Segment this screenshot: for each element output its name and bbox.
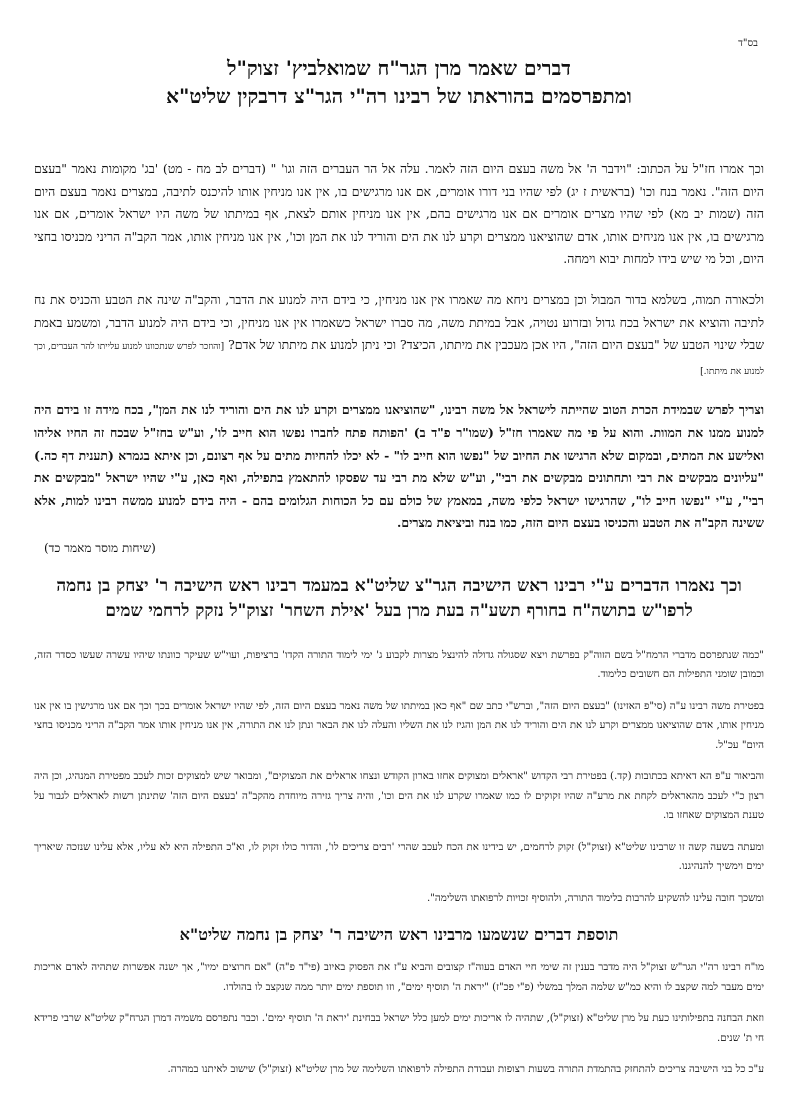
section-2-paragraph-5: ומשכך חובה עלינו להשקיע להרבות בלימוד התורה, ולהוסיף זכויות לרפואתו השלימה". [427, 892, 764, 904]
section-2-paragraph-1: "כמה שנתפרסם מדברי הרמח"ל בשם הזוה"ק בפרשת ויצא שסגולה גדולה להינצל מצרות לקבוע ג' ימי לימוד התורה הקדו' ברציפות, ועוי"ש שעיקר כוונתו שיהיו עשרה שעשו כסדר הזה, וכמובן שומני התפילות הם חשובים כלימוד. [34, 649, 764, 681]
section-2-title: וכך נאמרו הדברים ע"י רבינו ראש הישיבה הגר"צ שליט"א במעמד רבינו ראש הישיבה ר' יצחק בן נחמה לרפו"ש בתושה"ח בחורף תשע"ה בעת מרן בעל 'אילת השחר' זצוק"ל נזקק לרחמי שמים [56, 575, 742, 621]
section-3-title: תוספת דברים שנשמעו מרבינו ראש הישיבה ר' יצחק בן נחמה שליט"א [179, 925, 619, 945]
paragraph-1: וכך אמרו חז"ל על הכתוב: "וידבר ה' אל משה בעצם היום הזה לאמר. עלה אל הר העברים הזה וגו' " (דברים לב מח - מט) 'בג' מקומות נאמר "בעצם היום הזה". נאמר בנח וכו' (בראשית ז יג) לפי שהיו בני דורו אומרים, אם אנו מרגישים בו, אין אנו מניחין אותו להיכנס לתיבה, במצרים נאמר בעצם היום הזה (שמות יב מא) לפי שהיו מצרים אומרים אם אנו מרגישים בהם, אין אנו מניחין אותם לצאת, אף במיתתו של משה היו ישראל אומרים, אם אנו מרגישים בו, אין אנו מניחים אותו, אדם שהוציאנו ממצרים וקרע לנו את הים והוריד לנו את המן וכו', אין אנו מניחין אותו, אמר הקב"ה הריני מכניסו בחצי היום, וכל מי שיש בידו למחות יבוא וימחה. [34, 161, 764, 267]
page-title [34, 54, 764, 110]
section-3-paragraph-1: מו"ח רבינו רה"י הגר"ש זצוק"ל היה מדבר בענין זה שימי חיי האדם בעוה"ז קצובים והביא ע"ז את הפסוק באיוב (פי"ד פ"ה) "אם חרוצים ימיו", אך ישנה אפשרות שתהיה לאדם אריכות ימים מעבר למה שקצב לו והיא כמ"ש שלמה המלך במשלי (פ"י פכ"ז) "יראת ה' תוסיף ימים", וזו תוספת ימים יותר ממה שנקצב לו בהולדו. [34, 962, 764, 993]
section-2-paragraph-2: בפטירת משה רבינו ע"ה (סי"פ האזינו) "בעצם היום הזה", וברש"י כתב שם "אף כאן במיתתו של משה נאמר בעצם היום הזה, לפי שהיו ישראל אומרים בכך וכך אם אנו מרגישין בו אין אנו מניחין אותו, אדם שהוציאנו ממצרים וקרע לנו את הים והוריד לנו את המן והגיז לנו את השליו והעלה לנו את הבאר ונתן לנו את התורה, אין אנו מניחין אותו אמר הקב"ה הריני מכניסו בחצי היום" עכ"ל. [34, 700, 764, 751]
section-3-paragraph-3: ע"כ כל בני הישיבה צריכים להתחזק בהתמדת התורה בשעות רצופות ועבודת התפילה לרפואתו השלימה של מרן שליט"א (זצוק"ל) שישוב לאיתנו במהרה. [167, 1064, 764, 1076]
bsd-mark: בס"ד [738, 38, 758, 49]
section-3-paragraph-2: וזאת הבחנה בתפילותינו כעת על מרן שליט"א (זצוק"ל), שתהיה לו אריכות ימים למען כלל ישראל בבחינת 'יראת ה' תוסיף ימים'. וכבר נתפרסם משמיה דמרן הגרח"ק שליט"א שרבי פרידא חי ת' שנים. [34, 1013, 764, 1044]
paragraph-2-text: ולכאורה תמוה, בשלמא בדור המבול וכן במצרים ניחא מה שאמרו אין אנו מניחין, כי בידם היה למנוע את הדבר, והקב"ה שינה את הטבע והכניס את נח לתיבה והוציא את ישראל בכח גדול ובזרוע נטויה, אבל במיתת משה, מה סברו ישראל כשאמרו אין אנו מניחין, וכי בידם היה למנוע הדבר, ומשמע באמת שבלי שינוי הטבע של "בעצם היום הזה", היו אכן מעכבין את מיתתו, הכיצד? וכי ניתן למנוע את מיתתו של אדם? [34, 291, 764, 353]
title-line-2: ומתפרסמים בהוראתו של רבינו רה"י הגר"צ דרבקין שליט"א [166, 84, 632, 108]
paragraph-3: וצריך לפרש שבמידת הכרת הטוב שהייתה לישראל אל משה רבינו, "שהוציאנו ממצרים וקרע לנו את הים והוריד לנו את המן", בכח מידה זו בידם היה למנוע ממנו את המוות. והוא על פי מה שאמרו חז"ל (שמו"ר פ"ד ב) 'הפותח פתח לחברו נפשו הוא חייב לו', וע"ש בחז"ל שבכח זה החיו אליהו ואלישע את המתים, ובמקום שלא הרגישו את החיוב של "נפשו הוא חייב לו" - לא יכלו להחיות מתים על אף רצונם, וכן איתא בגמרא (תענית דף כה.) "עליונים מבקשים את רבי ותחתונים מבקשים את רבי", וע"ש שלא מת רבי עד שפסקו להתאמץ בתפילה, ואף כאן, ע"י שהיו ישראל "מבקשים את רבי", ע"י "נפשו חייב לו", שהרגישו ישראל כלפי משה, במאמץ של כולם עם כל הכוחות הגלומים בהם - היה בידם למנוע ממשה רבינו למות, אלא ששינה הקב"ה את הטבע והכניסו בעצם היום הזה, כמו בנח וביציאת מצרים. [34, 402, 764, 531]
paragraph-2-note: [והוזכר לפרש שנתכוונו למנוע עלייתו להר העברים, וכך למנוע את מיתתו.] [34, 342, 764, 377]
section-2-paragraph-4: ומעתה בשעה קשה זו שרבינו שליט"א (זצוק"ל) זקוק לרחמים, יש בידינו את הכח לעכב שהרי 'רבים צריכים לו', והדור כולו זקוק לו, וא"כ התפילה היא לא עליו, אלא עלינו שנזכה שיאריך ימים וימשיך להנהיגנו. [34, 841, 764, 873]
source-citation: (שיחות מוסר מאמר כד) [44, 540, 156, 555]
title-line-1: דברים שאמר מרן הגר"ח שמואלביץ' זצוק"ל [227, 56, 571, 80]
section-2-paragraph-3: והביאור ע"פ הא דאיתא בכתובות (קד.) בפטירת רבי הקדוש "אראלים ומצוקים אחזו בארון הקודש ונצחו אראלים את המצוקים", ומבואר שיש למצוקים זכות לעכב מפטירת המנהיג, וכן היה רצון כ"י לעכב מהאראלים לקחת את מרע"ה שהיו זקוקים לו כמו שאמרו שקרע לנו את הים וכו', והיה צריך גזירה מיוחדת מהקב"ה 'בעצם היום הזה' שתינתן רשות לאראלים לגבור על טענת המצוקים שאחזו בו. [34, 771, 764, 822]
paragraph-2 [34, 289, 764, 383]
